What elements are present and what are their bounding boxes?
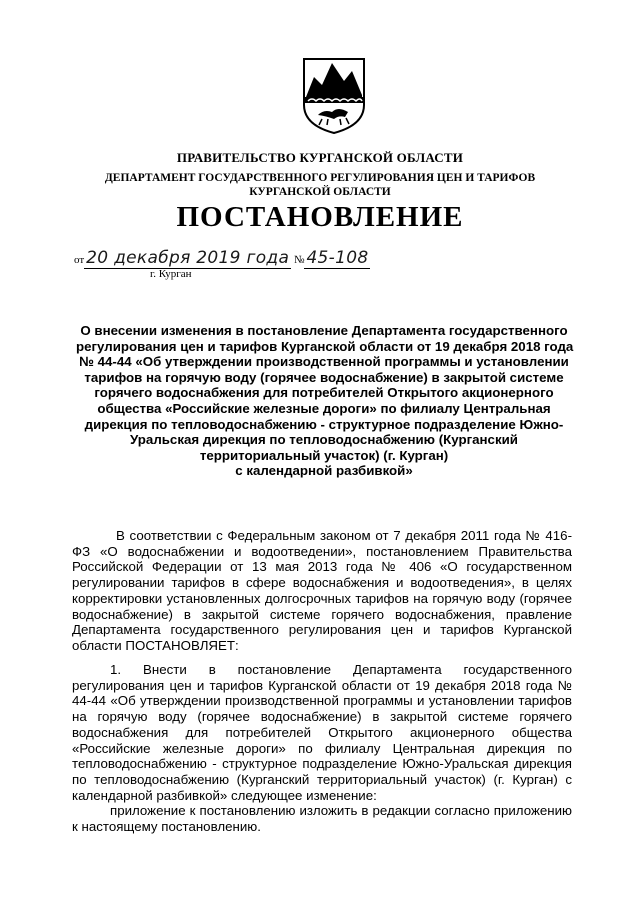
- handwritten-number: 45-108: [306, 248, 369, 268]
- handwritten-date: 20 декабря 2019 года: [86, 248, 290, 268]
- date-number-line: [74, 248, 370, 269]
- department-name: ДЕПАРТАМЕНТ ГОСУДАРСТВЕННОГО РЕГУЛИРОВАНИЯ ЦЕН И ТАРИФОВ КУРГАНСКОЙ ОБЛАСТИ: [104, 172, 536, 198]
- document-subject: О внесении изменения в постановление Департамента государственного регулирования цен и тарифов Курганской области от 19 декабря 2018 года № 44-44 «Об утверждении производственной программы и установлении тарифов на горячую воду (горячее водоснабжение) в закрытой системе горячего водоснабжения для потребителей Открытого акционерного общества «Российские железные дороги» по филиалу Центральная дирекция по тепловодоснабжению - структурное подразделение Южно- Уральская дирекция по тепловодоснабжению (Курганский территориальный участок) (г. Курган) с календарной разбивкой»: [76, 323, 574, 479]
- kurgan-coat-of-arms-icon: [300, 55, 368, 135]
- item-1-paragraph: 1. Внести в постановление Департамента государственного регулирования цен и тарифов Курганской области от 19 декабря 2018 года № 44-44 «Об утверждении производственной программы и установлении тарифов на горячую воду (горячее водоснабжение) в закрытой системе горячего водоснабжения для потребителей Открытого акционерного общества «Российские железные дороги» по филиалу Центральная дирекция по тепловодоснабжению - структурное подразделение Южно-Уральская дирекция по тепловодоснабжению (Курганский территориальный участок) (г. Курган) с календарной разбивкой» следующее изменение:: [72, 662, 572, 803]
- city-label: г. Курган: [150, 268, 192, 280]
- document-title: ПОСТАНОВЛЕНИЕ: [176, 201, 464, 233]
- preamble-paragraph: В соответствии с Федеральным законом от 7 декабря 2011 года № 416-ФЗ «О водоснабжении и водоотведении», постановлением Правительства Российской Федерации от 13 мая 2013 года № 406 «О государственном регулировании тарифов в сфере водоснабжения и водоотведения», в целях корректировки установленных долгосрочных тарифов на горячую воду (горячее водоснабжение) в закрытой системе горячего водоснабжения, правление Департамента государственного регулирования цен и тарифов Курганской области ПОСТАНОВЛЯЕТ:: [72, 528, 572, 653]
- from-label: от: [74, 254, 85, 266]
- government-name: ПРАВИТЕЛЬСТВО КУРГАНСКОЙ ОБЛАСТИ: [176, 150, 464, 165]
- item-1-change-paragraph: приложение к постановлению изложить в редакции согласно приложению к настоящему постановлению.: [72, 803, 572, 834]
- number-label: №: [293, 254, 305, 266]
